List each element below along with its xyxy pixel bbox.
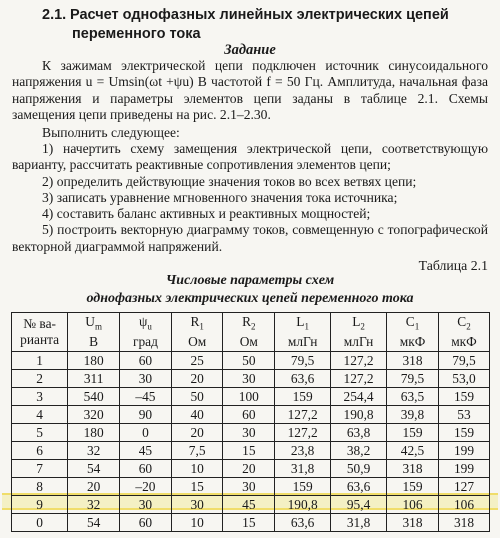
column-header-unit: град xyxy=(132,334,158,350)
task-item: 4) составить баланс активных и реактивных мощностей; xyxy=(42,206,371,222)
column-header-unit: Ом xyxy=(239,334,258,350)
symbol-letter: ψ xyxy=(138,313,148,329)
table-cell: 159 xyxy=(438,424,489,442)
table-cell: 30 xyxy=(171,496,223,514)
table-cell: 180 xyxy=(68,424,120,442)
column-header-symbol xyxy=(439,314,489,335)
table-cell: 30 xyxy=(119,370,171,388)
table-cell: 32 xyxy=(68,442,120,460)
column-header xyxy=(223,313,275,352)
section-heading xyxy=(42,6,482,44)
table-cell: 63,5 xyxy=(387,388,439,406)
symbol-subscript: m xyxy=(94,321,102,332)
table-cell: 9 xyxy=(12,496,68,514)
column-header-symbol xyxy=(68,314,119,335)
table-cell: 5 xyxy=(12,424,68,442)
table-cell: 60 xyxy=(119,514,171,532)
table-label: Таблица 2.1 xyxy=(418,258,488,273)
column-header-unit: рианта xyxy=(20,332,60,347)
symbol-letter: L xyxy=(352,313,361,329)
symbol-subscript: 2 xyxy=(251,321,256,332)
column-header-unit: В xyxy=(89,334,99,350)
table-cell: 23,8 xyxy=(275,442,331,460)
table-cell: 159 xyxy=(275,478,331,496)
table-cell: 50 xyxy=(171,388,223,406)
table-row xyxy=(12,406,490,424)
table-row xyxy=(12,478,490,496)
column-header xyxy=(12,313,68,352)
task-item: 5) построить векторную диаграмму токов, совмещенную с топографической векторной диаграммой напряжений. xyxy=(12,222,488,254)
table-cell: 20 xyxy=(68,478,120,496)
table-cell: 159 xyxy=(387,478,439,496)
symbol-subscript: u xyxy=(147,321,152,332)
table-cell: 318 xyxy=(438,514,489,532)
table-row xyxy=(12,460,490,478)
table-cell: 320 xyxy=(68,406,120,424)
table-cell: 20 xyxy=(171,424,223,442)
table-cell: 79,5 xyxy=(275,352,331,370)
symbol-subscript: 2 xyxy=(466,321,471,332)
table-cell: 15 xyxy=(171,478,223,496)
table-cell: 199 xyxy=(438,442,489,460)
table-cell: 53,0 xyxy=(438,370,489,388)
section-title-line1: Расчет однофазных линейных электрических цепей xyxy=(70,7,449,23)
symbol-letter: C xyxy=(405,313,415,329)
table-cell: 25 xyxy=(171,352,223,370)
column-header xyxy=(171,313,223,352)
symbol-letter: R xyxy=(190,313,200,329)
table-cell: 8 xyxy=(12,478,68,496)
parameters-table xyxy=(11,312,490,532)
table-cell: 180 xyxy=(68,352,120,370)
table-cell: 30 xyxy=(119,496,171,514)
table-header-row xyxy=(12,313,490,352)
intro-paragraph: К зажимам электрической цепи подключен источник синусоидального напряжения u = Umsin(ωt +ψu) В частотой f = 50 Гц. Амплитуда, начальная фаза напряжения и параметры элементов цепи заданы в таблице 2.1. Схемы замещения цепи приведены на рис. 2.1–2.30. xyxy=(12,58,488,122)
table-cell: 7 xyxy=(12,460,68,478)
table-row xyxy=(12,370,490,388)
column-header-unit: млГн xyxy=(343,334,374,350)
table-cell: 42,5 xyxy=(387,442,439,460)
column-header xyxy=(275,313,331,352)
table-cell: 127,2 xyxy=(275,424,331,442)
table-cell: 318 xyxy=(387,514,439,532)
table-cell: 60 xyxy=(119,352,171,370)
column-header-unit: мкФ xyxy=(399,334,426,350)
symbol-letter: L xyxy=(296,313,305,329)
symbol-subscript: 1 xyxy=(304,321,309,332)
table-row xyxy=(12,442,490,460)
table-cell: 63,6 xyxy=(331,478,387,496)
table-cell: 106 xyxy=(387,496,439,514)
todo-heading: Выполнить следующее: xyxy=(42,125,180,140)
table-cell: 190,8 xyxy=(331,406,387,424)
table-title-line1: Числовые параметры схем xyxy=(165,273,335,288)
table-cell: 63,6 xyxy=(275,514,331,532)
table-cell: 199 xyxy=(438,460,489,478)
table-cell: 10 xyxy=(171,460,223,478)
symbol-subscript: 1 xyxy=(414,321,420,332)
table-row xyxy=(12,388,490,406)
column-header xyxy=(68,313,120,352)
table-cell: 30 xyxy=(223,424,275,442)
table-cell: 60 xyxy=(223,406,275,424)
table-cell: 1 xyxy=(12,352,68,370)
table-cell: –20 xyxy=(119,478,171,496)
table-title xyxy=(0,272,500,308)
table-cell: 127,2 xyxy=(331,370,387,388)
table-cell: 311 xyxy=(68,370,120,388)
table-row xyxy=(12,514,490,532)
column-header xyxy=(387,313,439,352)
table-cell: 39,8 xyxy=(387,406,439,424)
table-cell: 15 xyxy=(223,514,275,532)
column-header-unit: млГн xyxy=(287,334,318,350)
table-cell: 190,8 xyxy=(275,496,331,514)
table-cell: 127,2 xyxy=(331,352,387,370)
column-header xyxy=(331,313,387,352)
table-row xyxy=(12,424,490,442)
table-cell: 7,5 xyxy=(171,442,223,460)
table-cell: 106 xyxy=(438,496,489,514)
task-list xyxy=(12,141,488,255)
table-cell: 127 xyxy=(438,478,489,496)
table-cell: 32 xyxy=(68,496,120,514)
column-header-symbol xyxy=(120,314,171,335)
symbol-subscript: 1 xyxy=(199,321,204,332)
task-heading: Задание xyxy=(224,42,276,58)
table-cell: 20 xyxy=(223,460,275,478)
table-cell: 53 xyxy=(438,406,489,424)
table-cell: 30 xyxy=(223,370,275,388)
symbol-letter: U xyxy=(85,313,95,329)
column-header-symbol xyxy=(275,314,330,335)
table-cell: 63,6 xyxy=(275,370,331,388)
table-cell: 31,8 xyxy=(331,514,387,532)
table-cell: 45 xyxy=(119,442,171,460)
table-cell: 254,4 xyxy=(331,388,387,406)
table-cell: –45 xyxy=(119,388,171,406)
table-cell: 90 xyxy=(119,406,171,424)
table-cell: 54 xyxy=(68,514,120,532)
task-item: 2) определить действующие значения токов во всех ветвях цепи; xyxy=(42,173,417,189)
table-cell: 79,5 xyxy=(387,370,439,388)
table-row xyxy=(12,352,490,370)
table-cell: 318 xyxy=(387,460,439,478)
table-cell: 3 xyxy=(12,388,68,406)
table-cell: 79,5 xyxy=(438,352,489,370)
table-cell: 0 xyxy=(12,514,68,532)
table-cell: 20 xyxy=(171,370,223,388)
section-number: 2.1. xyxy=(42,7,67,23)
table-cell: 159 xyxy=(275,388,331,406)
table-cell: 318 xyxy=(387,352,439,370)
table-cell: 30 xyxy=(223,478,275,496)
column-header xyxy=(119,313,171,352)
table-cell: 40 xyxy=(171,406,223,424)
column-header-symbol: № ва- xyxy=(23,316,56,331)
table-cell: 4 xyxy=(12,406,68,424)
column-header-symbol xyxy=(387,314,438,335)
symbol-subscript: 2 xyxy=(360,321,365,332)
table-cell: 540 xyxy=(68,388,120,406)
table-cell: 15 xyxy=(223,442,275,460)
column-header-unit: мкФ xyxy=(451,334,477,350)
table-title-line2: однофазных электрических цепей переменного тока xyxy=(86,291,414,306)
section-title-line2: переменного тока xyxy=(72,26,201,42)
table-cell: 127,2 xyxy=(275,406,331,424)
column-header-symbol xyxy=(331,314,386,335)
table-cell: 159 xyxy=(438,388,489,406)
table-cell: 38,2 xyxy=(331,442,387,460)
column-header-symbol xyxy=(172,314,223,335)
table-cell: 50,9 xyxy=(331,460,387,478)
symbol-letter: C xyxy=(457,313,467,329)
table-row xyxy=(12,496,490,514)
table-cell: 50 xyxy=(223,352,275,370)
symbol-letter: R xyxy=(242,313,252,329)
table-cell: 100 xyxy=(223,388,275,406)
column-header-symbol xyxy=(223,314,274,335)
table-cell: 63,8 xyxy=(331,424,387,442)
table-cell: 0 xyxy=(119,424,171,442)
table-cell: 31,8 xyxy=(275,460,331,478)
table-cell: 6 xyxy=(12,442,68,460)
task-item: 1) начертить схему замещения электрической цепи, соответствующую варианту, рассчитать реактивные сопротивления элементов цепи; xyxy=(12,141,488,173)
column-header xyxy=(438,313,489,352)
table-cell: 45 xyxy=(223,496,275,514)
table-cell: 2 xyxy=(12,370,68,388)
table-cell: 95,4 xyxy=(331,496,387,514)
table-cell: 159 xyxy=(387,424,439,442)
table-cell: 10 xyxy=(171,514,223,532)
table-cell: 54 xyxy=(68,460,120,478)
table-cell: 60 xyxy=(119,460,171,478)
task-item: 3) записать уравнение мгновенного значения тока источника; xyxy=(42,189,398,205)
column-header-unit: Ом xyxy=(188,334,207,350)
